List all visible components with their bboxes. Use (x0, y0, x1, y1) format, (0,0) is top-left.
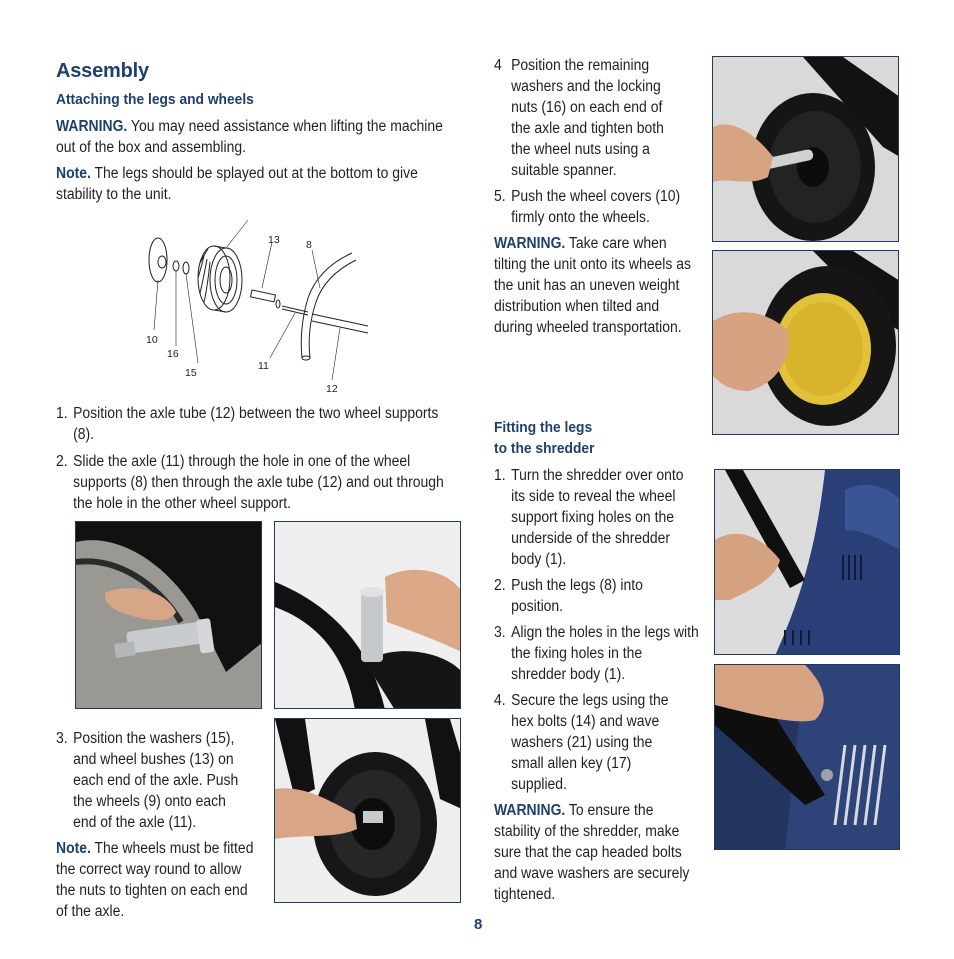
note-text: The legs should be splayed out at the bottom to give stability to the unit. (56, 165, 418, 203)
note-text: The wheels must be fitted the correct way round to allow the nuts to tighten on each end of the axle. (56, 840, 254, 920)
step-4-locking-nuts (494, 55, 683, 181)
fitting-step-3 (494, 622, 701, 685)
step-number: 3. (56, 730, 68, 747)
step-2-slide-axle (56, 451, 452, 514)
locking-nut-part (173, 261, 179, 271)
diagram-label-10: 10 (146, 334, 158, 346)
step-number: 1. (56, 405, 68, 422)
bolts-warning (494, 800, 701, 905)
step-number: 4. (494, 692, 506, 709)
step-text: Push the legs (8) into position. (511, 577, 643, 615)
warning-text: You may need assistance when lifting the machine out of the box and assembling. (56, 118, 443, 156)
section-heading-fitting-line2: to the shredder (494, 440, 595, 457)
fitting-step-4 (494, 690, 683, 795)
exploded-assembly-diagram (140, 218, 370, 398)
step-number: 3. (494, 624, 506, 641)
warning-label: WARNING. (494, 802, 566, 819)
photo-wheel-cover (712, 250, 899, 435)
wheel-bush-part (251, 290, 276, 302)
photo-wheel-fitted (274, 718, 461, 903)
washer-part (183, 262, 189, 274)
axle-part (282, 306, 308, 312)
step-number: 5. (494, 188, 506, 205)
step-number: 2. (56, 453, 68, 470)
diagram-label-16: 16 (167, 348, 179, 360)
photo-wheel-bush (274, 521, 461, 709)
diagram-label-11: 11 (258, 360, 269, 372)
section-heading-legs-wheels: Attaching the legs and wheels (56, 91, 254, 108)
diagram-label-13: 13 (268, 234, 280, 246)
diagram-label-12: 12 (326, 383, 338, 395)
warning-label: WARNING. (56, 118, 128, 135)
warning-text: To ensure the stability of the shredder, make sure that the cap headed bolts and wave washers are securely tightened. (494, 802, 690, 903)
diagram-label-8: 8 (306, 239, 312, 251)
page-title: Assembly (56, 60, 149, 82)
step-text: Turn the shredder over onto its side to reveal the wheel support fixing holes on the underside of the shredder body (1). (511, 467, 684, 568)
warning-label: WARNING. (494, 235, 566, 252)
section-heading-fitting-line1: Fitting the legs (494, 419, 593, 436)
note-paragraph (56, 163, 452, 205)
axle-tube-part (312, 314, 368, 333)
step-text: Push the wheel covers (10) firmly onto the wheels. (511, 188, 681, 226)
step-text: Slide the axle (11) through the hole in one of the wheel supports (8) then through the axle tube (12) and out through the hole in the other wheel support. (73, 453, 444, 512)
fitting-step-2 (494, 575, 683, 617)
note-label: Note. (56, 165, 91, 182)
photo-axle-insertion (75, 521, 262, 709)
warning-text: Take care when tilting the unit onto its wheels as the unit has an uneven weight distribution when tilted and during wheeled transportation. (494, 235, 691, 336)
page-number: 8 (474, 916, 483, 933)
photo-secure-bolts (714, 664, 900, 850)
tilting-warning (494, 233, 694, 338)
diagram-label-15: 15 (185, 367, 197, 379)
step-number: 2. (494, 577, 506, 594)
step-text: Position the remaining washers and the locking nuts (16) on each end of the axle and tighten both the wheel nuts using a suitable spanner. (511, 57, 664, 179)
wheel-orientation-note (56, 838, 256, 922)
step-5-wheel-covers (494, 186, 701, 228)
step-text: Align the holes in the legs with the fixing holes in the shredder body (1). (511, 624, 699, 683)
step-3-washers-wheels (56, 728, 252, 833)
step-text: Position the washers (15), and wheel bushes (13) on each end of the axle. Push the wheels (9) onto each end of the axle (11). (73, 730, 239, 831)
wheel-support-leg-part (308, 253, 352, 298)
step-text: Position the axle tube (12) between the two wheel supports (8). (73, 405, 439, 443)
step-1-axle-tube (56, 403, 452, 445)
step-text: Secure the legs using the hex bolts (14) and wave washers (21) using the small allen key (17) supplied. (511, 692, 669, 793)
step-number: 4 (494, 57, 502, 74)
step-number: 1. (494, 467, 506, 484)
note-label: Note. (56, 840, 91, 857)
warning-paragraph (56, 116, 452, 158)
photo-legs-into-shredder (714, 469, 900, 655)
fitting-step-1 (494, 465, 701, 570)
photo-tighten-nuts (712, 56, 899, 242)
